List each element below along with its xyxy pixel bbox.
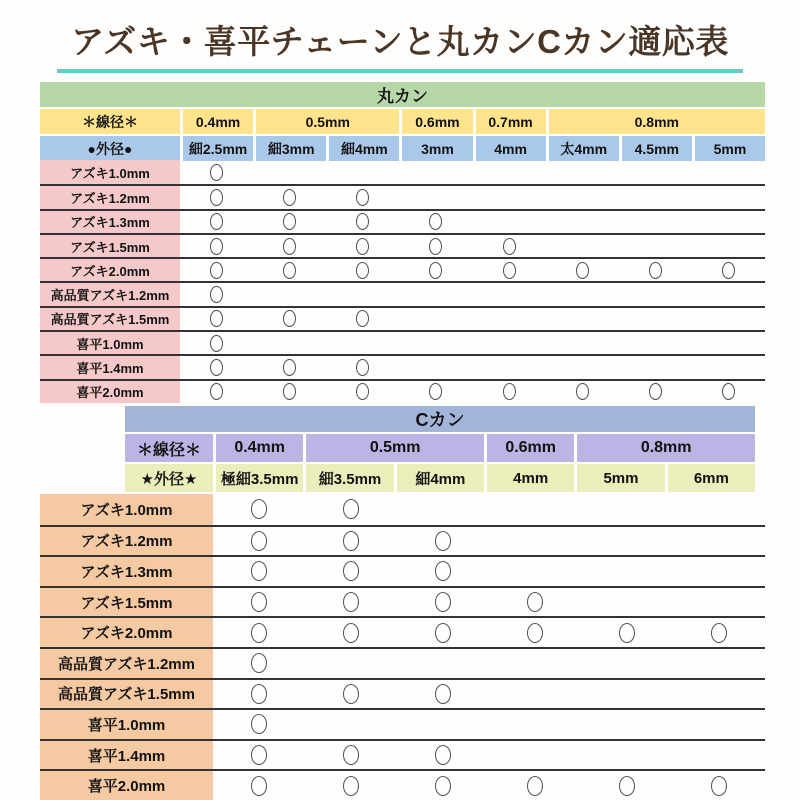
c-kan-outer-header-cell: ★外径★ (125, 464, 213, 492)
compat-cell (489, 527, 581, 556)
compat-mark-circle (435, 684, 451, 704)
compat-cell (397, 710, 489, 739)
compat-cell (399, 235, 472, 257)
c-kan-outer-size-cell: 極細3.5mm (216, 464, 303, 492)
table-row (40, 555, 765, 586)
compat-cell (213, 680, 305, 709)
compat-cell (619, 381, 692, 403)
compat-mark-circle (251, 561, 267, 581)
row-label: 喜平2.0mm (40, 771, 213, 800)
compat-cell (473, 160, 546, 184)
compat-cell (180, 356, 253, 378)
compat-cell (619, 259, 692, 281)
compat-cell (253, 283, 326, 305)
compat-cell (489, 710, 581, 739)
compat-cell (581, 710, 673, 739)
compat-mark-circle (356, 383, 369, 400)
compat-cell (692, 356, 765, 378)
compat-cell (326, 160, 399, 184)
maru-kan-wire-size-cell: 0.5mm (256, 109, 399, 134)
compat-mark-circle (343, 623, 359, 643)
row-label: アズキ1.3mm (40, 557, 213, 586)
compat-mark-circle (435, 776, 451, 796)
compat-cell (546, 211, 619, 233)
row-label: 高品質アズキ1.2mm (40, 283, 180, 305)
c-kan-outer-diameter-row (125, 464, 755, 492)
compat-cell (397, 680, 489, 709)
table-row (40, 616, 765, 647)
compat-mark-circle (343, 776, 359, 796)
maru-kan-wire-header-cell: ＊線径＊ (40, 109, 180, 134)
compat-cell (253, 332, 326, 354)
compat-mark-circle (711, 776, 727, 796)
c-kan-title: Cカン (415, 410, 465, 430)
compat-mark-circle (343, 684, 359, 704)
table-row (40, 379, 765, 403)
row-label: 喜平1.0mm (40, 710, 213, 739)
compat-cell (253, 259, 326, 281)
c-kan-wire-diameter-row (125, 434, 755, 462)
compat-cell (326, 308, 399, 330)
maru-kan-wire-size-cell: 0.6mm (402, 109, 472, 134)
table-row (40, 708, 765, 739)
compat-cell (326, 259, 399, 281)
compat-cell (253, 308, 326, 330)
compat-mark-circle (527, 776, 543, 796)
compat-mark-circle (356, 262, 369, 279)
compat-mark-circle (711, 623, 727, 643)
compat-mark-circle (210, 213, 223, 230)
compat-mark-circle (343, 745, 359, 765)
maru-kan-wire-size-cell: 0.4mm (183, 109, 253, 134)
compat-cell (673, 680, 765, 709)
compat-cell (473, 235, 546, 257)
maru-kan-wire-size-cell: 0.8mm (549, 109, 765, 134)
compat-mark-circle (435, 531, 451, 551)
compat-mark-circle (722, 383, 735, 400)
compat-cell (546, 381, 619, 403)
compat-cell (397, 649, 489, 678)
compat-cell (399, 381, 472, 403)
table-row (40, 209, 765, 233)
compat-mark-circle (343, 531, 359, 551)
compat-cell (305, 710, 397, 739)
compat-cell (473, 259, 546, 281)
compat-cell (213, 494, 305, 525)
compat-cell (180, 235, 253, 257)
compat-mark-circle (210, 164, 223, 181)
compat-cell (399, 186, 472, 208)
compat-cell (180, 381, 253, 403)
compat-cell (180, 160, 253, 184)
compat-cell (399, 356, 472, 378)
c-kan-outer-size-cell: 4mm (487, 464, 574, 492)
compat-mark-circle (210, 383, 223, 400)
c-kan-wire-size-cell: 0.4mm (216, 434, 303, 462)
maru-kan-outer-size-cell: 3mm (402, 136, 472, 161)
compat-cell (581, 494, 673, 525)
compat-cell (180, 186, 253, 208)
compat-cell (213, 771, 305, 800)
maru-kan-outer-size-cell: 4.5mm (622, 136, 692, 161)
compat-cell (581, 741, 673, 770)
table-row (40, 233, 765, 257)
compat-mark-circle (251, 499, 267, 519)
compat-cell (581, 771, 673, 800)
row-label: 高品質アズキ1.5mm (40, 680, 213, 709)
compat-mark-circle (435, 623, 451, 643)
compat-cell (546, 235, 619, 257)
compat-mark-circle (210, 189, 223, 206)
compat-mark-circle (251, 684, 267, 704)
compat-mark-circle (429, 213, 442, 230)
compat-mark-circle (210, 335, 223, 352)
compat-mark-circle (503, 238, 516, 255)
compat-cell (305, 618, 397, 647)
compat-cell (253, 186, 326, 208)
compat-cell (619, 283, 692, 305)
compat-cell (546, 160, 619, 184)
compat-mark-circle (251, 714, 267, 734)
maru-kan-outer-size-cell: 細3mm (256, 136, 326, 161)
table-row (40, 769, 765, 800)
row-label: 喜平1.4mm (40, 356, 180, 378)
compat-cell (692, 160, 765, 184)
compat-cell (180, 211, 253, 233)
compat-cell (326, 283, 399, 305)
compat-mark-circle (503, 383, 516, 400)
compat-mark-circle (343, 561, 359, 581)
compat-mark-circle (251, 592, 267, 612)
c-kan-wire-size-cell: 0.8mm (577, 434, 755, 462)
compat-cell (692, 235, 765, 257)
compat-cell (673, 494, 765, 525)
row-label: 高品質アズキ1.5mm (40, 308, 180, 330)
compat-mark-circle (251, 653, 267, 673)
compat-cell (673, 557, 765, 586)
maru-kan-outer-size-cell: 4mm (476, 136, 546, 161)
table-row (40, 739, 765, 770)
compat-cell (673, 710, 765, 739)
compat-cell (473, 356, 546, 378)
compat-cell (489, 557, 581, 586)
compat-cell (399, 283, 472, 305)
c-kan-wire-size-cell: 0.6mm (487, 434, 574, 462)
page-title: アズキ・喜平チェーンと丸カンCカン適応表 (57, 16, 743, 73)
compat-mark-circle (356, 238, 369, 255)
compat-mark-circle (619, 776, 635, 796)
c-kan-title-bar (125, 406, 755, 432)
maru-kan-outer-size-cell: 細2.5mm (183, 136, 253, 161)
compat-mark-circle (210, 286, 223, 303)
compat-cell (489, 588, 581, 617)
table-row (40, 281, 765, 305)
row-label: アズキ1.0mm (40, 494, 213, 525)
table-row (40, 525, 765, 556)
compat-mark-circle (283, 238, 296, 255)
compat-cell (473, 283, 546, 305)
compat-cell (326, 235, 399, 257)
compat-cell (692, 308, 765, 330)
compat-cell (180, 332, 253, 354)
compat-cell (581, 557, 673, 586)
compat-cell (213, 741, 305, 770)
compat-mark-circle (283, 213, 296, 230)
c-kan-table-body (40, 494, 765, 800)
compat-cell (473, 211, 546, 233)
compat-mark-circle (527, 592, 543, 612)
compat-cell (180, 283, 253, 305)
row-label: アズキ1.0mm (40, 160, 180, 184)
table-row (40, 647, 765, 678)
compat-cell (213, 618, 305, 647)
compat-cell (619, 211, 692, 233)
compat-cell (619, 186, 692, 208)
row-label: アズキ2.0mm (40, 259, 180, 281)
row-label: アズキ1.5mm (40, 588, 213, 617)
compat-cell (489, 649, 581, 678)
c-kan-outer-size-cell: 細4mm (397, 464, 484, 492)
compat-cell (397, 618, 489, 647)
compat-mark-circle (343, 499, 359, 519)
compat-mark-circle (251, 745, 267, 765)
compat-cell (673, 588, 765, 617)
compat-mark-circle (435, 592, 451, 612)
compat-cell (399, 160, 472, 184)
table-row (40, 330, 765, 354)
compat-mark-circle (283, 310, 296, 327)
table-row (40, 494, 765, 525)
row-label: 喜平1.4mm (40, 741, 213, 770)
maru-kan-outer-diameter-row (40, 136, 765, 161)
row-label: 喜平2.0mm (40, 381, 180, 403)
compat-mark-circle (429, 238, 442, 255)
compat-cell (397, 527, 489, 556)
compat-cell (673, 741, 765, 770)
compat-cell (546, 259, 619, 281)
compat-cell (692, 186, 765, 208)
compat-mark-circle (619, 623, 635, 643)
compat-cell (673, 527, 765, 556)
compat-cell (213, 557, 305, 586)
c-kan-outer-size-cell: 5mm (577, 464, 664, 492)
maru-kan-wire-size-cell: 0.7mm (476, 109, 546, 134)
compat-cell (581, 649, 673, 678)
compat-cell (213, 710, 305, 739)
compat-mark-circle (649, 262, 662, 279)
maru-kan-outer-size-cell: 太4mm (549, 136, 619, 161)
row-label: アズキ1.5mm (40, 235, 180, 257)
compat-mark-circle (251, 531, 267, 551)
compat-mark-circle (435, 745, 451, 765)
compat-cell (397, 494, 489, 525)
row-label: アズキ2.0mm (40, 618, 213, 647)
compat-mark-circle (649, 383, 662, 400)
compat-cell (253, 356, 326, 378)
compat-cell (253, 381, 326, 403)
compat-mark-circle (722, 262, 735, 279)
compat-mark-circle (356, 213, 369, 230)
compat-cell (673, 649, 765, 678)
row-label: アズキ1.3mm (40, 211, 180, 233)
c-kan-wire-header-cell: ＊線径＊ (125, 434, 213, 462)
compat-cell (305, 494, 397, 525)
compat-cell (619, 308, 692, 330)
maru-kan-title-bar (40, 82, 765, 107)
table-row (40, 184, 765, 208)
compat-cell (546, 356, 619, 378)
compat-cell (489, 741, 581, 770)
compat-cell (305, 588, 397, 617)
compat-mark-circle (503, 262, 516, 279)
compat-mark-circle (251, 776, 267, 796)
compat-cell (546, 186, 619, 208)
compat-cell (326, 332, 399, 354)
compat-cell (619, 235, 692, 257)
compat-mark-circle (283, 383, 296, 400)
compat-cell (180, 259, 253, 281)
compat-cell (692, 259, 765, 281)
maru-kan-outer-size-cell: 5mm (695, 136, 765, 161)
compat-cell (213, 649, 305, 678)
compat-cell (305, 741, 397, 770)
table-row (40, 586, 765, 617)
compat-cell (473, 186, 546, 208)
compat-cell (489, 494, 581, 525)
compat-mark-circle (356, 310, 369, 327)
row-label: 喜平1.0mm (40, 332, 180, 354)
c-kan-table-header (125, 406, 755, 494)
compat-cell (581, 527, 673, 556)
compat-cell (692, 211, 765, 233)
compat-cell (619, 160, 692, 184)
maru-kan-outer-size-cell: 細4mm (329, 136, 399, 161)
compat-cell (305, 771, 397, 800)
compat-cell (673, 771, 765, 800)
compat-cell (473, 381, 546, 403)
compat-cell (253, 160, 326, 184)
maru-kan-table-header (40, 82, 765, 163)
compat-mark-circle (283, 189, 296, 206)
compat-mark-circle (429, 262, 442, 279)
compat-cell (213, 588, 305, 617)
compat-mark-circle (429, 383, 442, 400)
compat-cell (326, 186, 399, 208)
compat-cell (489, 618, 581, 647)
compat-cell (692, 381, 765, 403)
row-label: 高品質アズキ1.2mm (40, 649, 213, 678)
compat-mark-circle (356, 189, 369, 206)
maru-kan-table-body (40, 160, 765, 403)
compat-cell (326, 381, 399, 403)
compat-mark-circle (343, 592, 359, 612)
compat-cell (399, 211, 472, 233)
table-row (40, 678, 765, 709)
compat-cell (546, 308, 619, 330)
compat-mark-circle (435, 561, 451, 581)
compat-cell (473, 332, 546, 354)
compat-cell (546, 283, 619, 305)
compat-cell (326, 211, 399, 233)
compat-cell (581, 680, 673, 709)
compat-cell (489, 771, 581, 800)
compat-cell (399, 332, 472, 354)
compat-cell (692, 283, 765, 305)
compat-mark-circle (210, 262, 223, 279)
compat-cell (399, 308, 472, 330)
compat-cell (581, 588, 673, 617)
compat-cell (305, 527, 397, 556)
page-header (0, 16, 800, 73)
compat-mark-circle (210, 310, 223, 327)
compat-cell (305, 649, 397, 678)
compat-cell (399, 259, 472, 281)
compat-cell (397, 771, 489, 800)
compat-cell (397, 588, 489, 617)
row-label: アズキ1.2mm (40, 186, 180, 208)
table-row (40, 354, 765, 378)
row-label: アズキ1.2mm (40, 527, 213, 556)
maru-kan-outer-header-cell: ●外径● (40, 136, 180, 161)
table-row (40, 257, 765, 281)
compat-mark-circle (210, 359, 223, 376)
compat-cell (473, 308, 546, 330)
compat-cell (180, 308, 253, 330)
compat-cell (397, 741, 489, 770)
compat-cell (253, 235, 326, 257)
compat-cell (546, 332, 619, 354)
c-kan-outer-size-cell: 細3.5mm (306, 464, 393, 492)
table-row (40, 306, 765, 330)
compat-mark-circle (356, 359, 369, 376)
compat-cell (581, 618, 673, 647)
compat-mark-circle (283, 262, 296, 279)
compat-cell (489, 680, 581, 709)
maru-kan-title: 丸カン (377, 87, 428, 106)
compat-cell (397, 557, 489, 586)
compat-mark-circle (283, 359, 296, 376)
compat-cell (619, 332, 692, 354)
compat-mark-circle (576, 383, 589, 400)
table-row (40, 160, 765, 184)
compat-mark-circle (251, 623, 267, 643)
compat-cell (326, 356, 399, 378)
c-kan-wire-size-cell: 0.5mm (306, 434, 484, 462)
compat-cell (305, 557, 397, 586)
compat-cell (692, 332, 765, 354)
compat-cell (305, 680, 397, 709)
compat-mark-circle (576, 262, 589, 279)
compat-cell (673, 618, 765, 647)
compat-cell (213, 527, 305, 556)
compat-mark-circle (210, 238, 223, 255)
c-kan-outer-size-cell: 6mm (668, 464, 755, 492)
compat-cell (253, 211, 326, 233)
compat-cell (619, 356, 692, 378)
maru-kan-wire-diameter-row (40, 109, 765, 134)
compat-mark-circle (527, 623, 543, 643)
